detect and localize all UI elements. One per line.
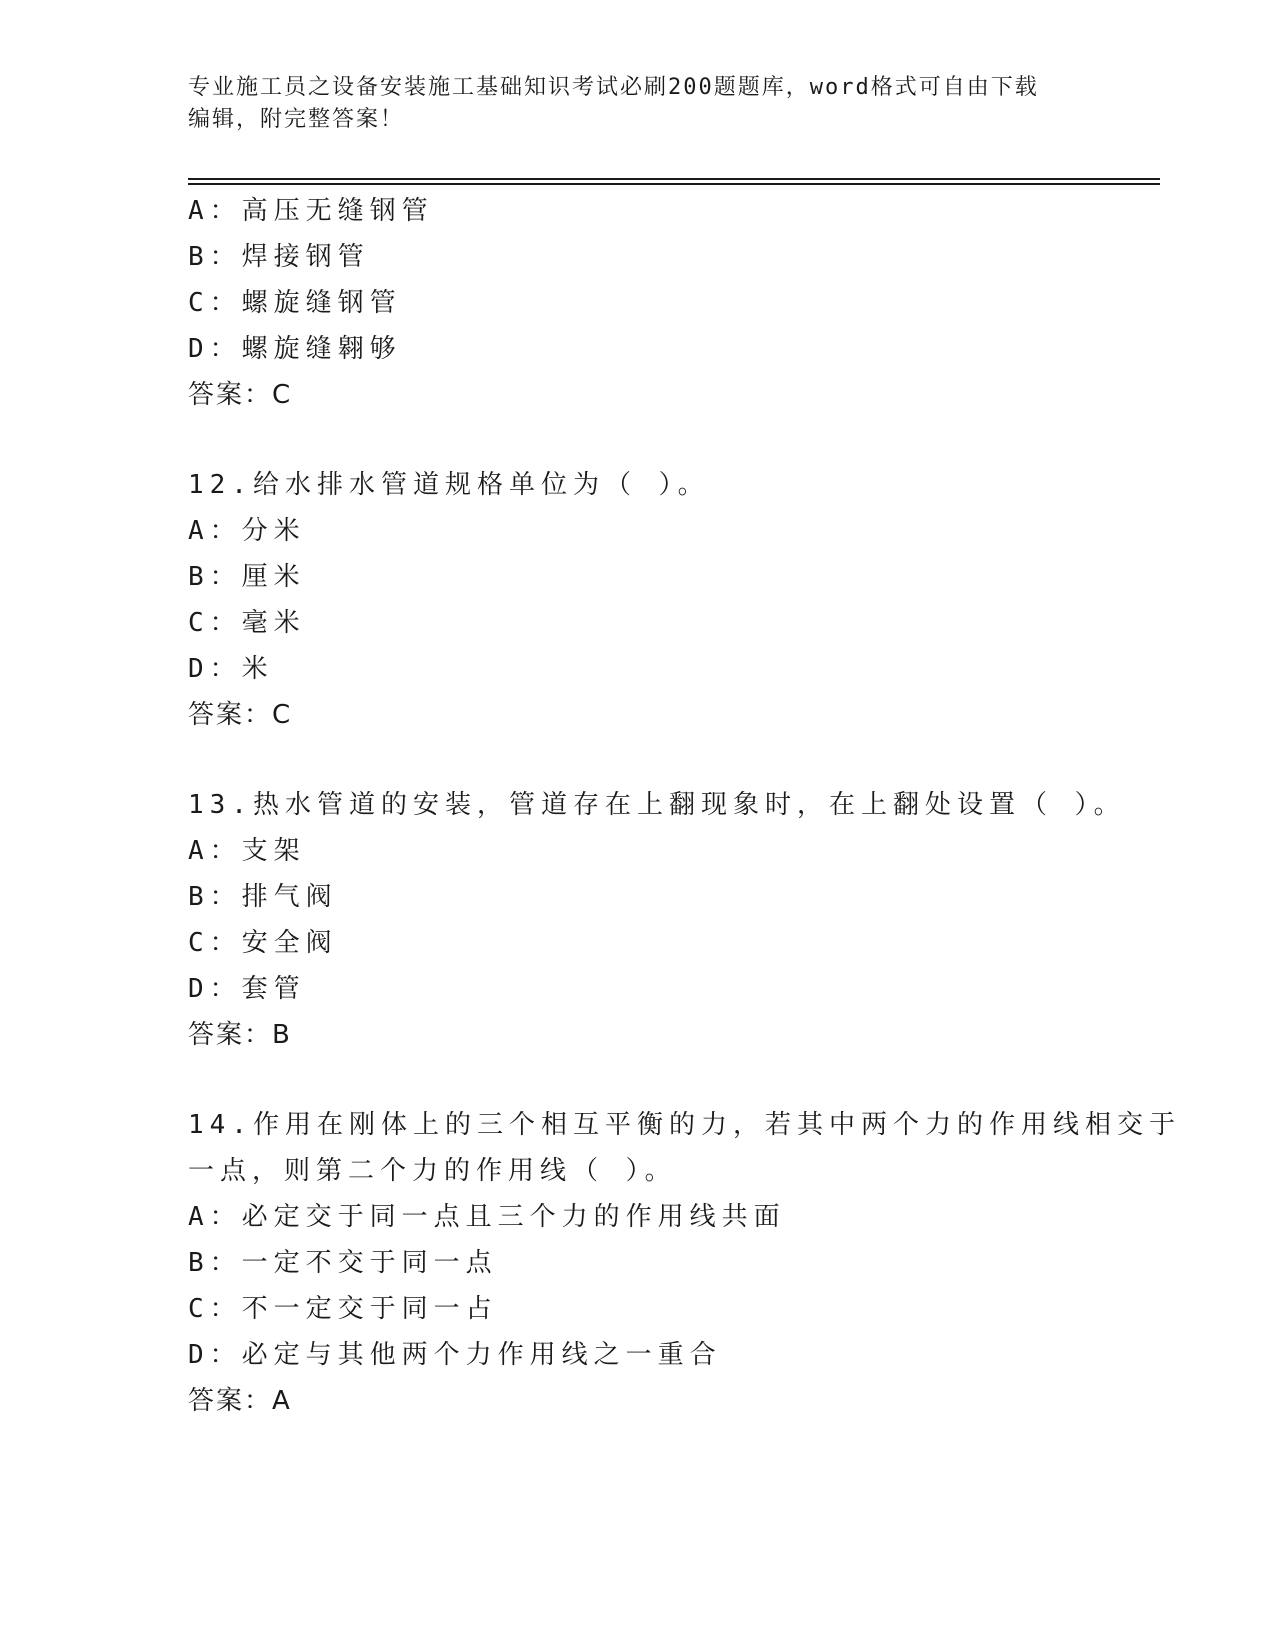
option-d: D：米 [188,654,274,684]
document-header [188,72,1088,136]
answer: 答案：B [188,1020,292,1050]
option-a: A：必定交于同一点且三个力的作用线共面 [188,1202,786,1232]
answer: 答案：C [188,380,293,410]
option-b: B：排气阀 [188,882,338,912]
option-d: D：必定与其他两个力作用线之一重合 [188,1340,722,1370]
option-c: C：毫米 [188,608,306,638]
question-13 [188,782,1126,1058]
option-b: B：焊接钢管 [188,242,370,272]
question-list [188,188,1181,1424]
question-11-continued [188,188,1088,418]
option-b: B：一定不交于同一点 [188,1248,498,1278]
option-d: D：套管 [188,974,306,1004]
header-line-2: 编辑，附完整答案！ [188,107,405,132]
question-14 [188,1102,1181,1424]
question-12 [188,462,1088,738]
question-stem-line-1: 14.作用在刚体上的三个相互平衡的力，若其中两个力的作用线相交于 [188,1110,1181,1140]
header-line-1: 专业施工员之设备安装施工基础知识考试必刷200题题库，word格式可自由下载 [188,75,1039,100]
option-c: C：不一定交于同一占 [188,1294,498,1324]
question-stem: 12.给水排水管道规格单位为（ ）。 [188,470,710,500]
question-stem: 13.热水管道的安装，管道存在上翻现象时，在上翻处设置（ ）。 [188,790,1126,820]
option-a: A：高压无缝钢管 [188,196,434,226]
question-stem-line-2: 一点，则第二个力的作用线（ ）。 [188,1156,677,1186]
option-b: B：厘米 [188,562,306,592]
option-a: A：分米 [188,516,306,546]
header-divider-top [188,178,1160,180]
option-c: C：螺旋缝钢管 [188,288,402,318]
option-c: C：安全阀 [188,928,338,958]
answer: 答案：A [188,1386,292,1416]
answer: 答案：C [188,700,293,730]
header-divider-bottom [188,183,1160,185]
option-d: D：螺旋缝翱够 [188,334,402,364]
option-a: A：支架 [188,836,306,866]
